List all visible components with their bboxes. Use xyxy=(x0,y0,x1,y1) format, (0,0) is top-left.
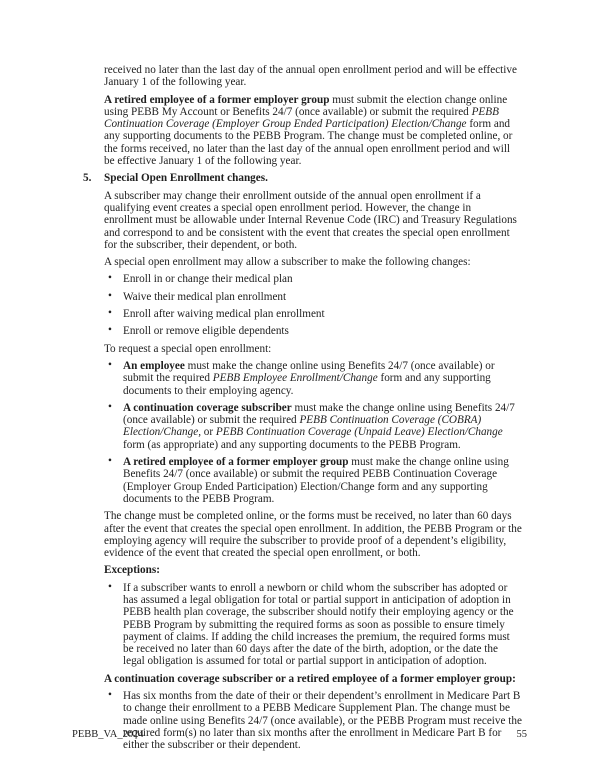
request-items-list xyxy=(104,360,522,505)
deadline-paragraph: The change must be completed online, or the forms must be received, no later than 60 days after the event that creates the special open enrollment. In addition, the PEBB Program or the employing agency will require the subscriber to provide proof of a dependent’s eligibility, evidence of the event that created the special open enrollment, or both. xyxy=(104,510,522,560)
cc-group-item: • Has six months from the date of their or their dependent’s enrollment in Medicare Part B to change their enrollment to a PEBB Medicare Supplement Plan. The change must be made online using Benefits 24/7 (once available), or the PEBB Program must receive the required form(s) no later than six months after the enrollment in Medicare Part B for either the subscriber or their dependent. xyxy=(104,690,522,751)
subscriber-change-paragraph: A subscriber may change their enrollment outside of the annual open enrollment if a qualifying event creates a special open enrollment period. However, the change in enrollment must be allowable under Internal Revenue Code (IRC) and Treasury Regulations and correspond to and be consistent with the event that creates the special open enrollment for the subscriber, their dependent, or both. xyxy=(104,189,517,251)
retired-employee-text-2: form and any supporting documents to the PEBB Program. The change must be completed online, or the forms received, no later than the last day of the annual open enrollment period and will be effective January 1 of the following year. xyxy=(104,118,513,168)
retired-employee-paragraph xyxy=(104,94,522,168)
employee-text-2: form and any supporting documents to their employing agency. xyxy=(123,372,491,397)
changes-intro-paragraph: A special open enrollment may allow a subscriber to make the following changes: xyxy=(104,256,471,269)
section-5-heading xyxy=(83,172,522,185)
request-intro-paragraph: To request a special open enrollment: xyxy=(104,342,272,355)
change-option-item: • Enroll in or change their medical plan xyxy=(104,273,522,285)
continuation-text-2: or xyxy=(201,426,216,439)
exception-item: • If a subscriber wants to enroll a newborn or child whom the subscriber has adopted or has assumed a legal obligation for total or partial support in anticipation of adoption in PEBB health plan coverage, the subscriber should notify their employing agency or the PEBB Program by submitting the required forms as soon as possible to ensure timely payment of claims. If adding the child increases the premium, the required forms must be received no later than 60 days after the date of the birth, adoption, or the date the legal obligation is assumed for total or partial support in anticipation of adoption. xyxy=(104,582,522,668)
footer-doc-id: PEBB_VA_2024 xyxy=(72,729,144,740)
page-body xyxy=(83,64,522,757)
cc-group-heading: A continuation coverage subscriber or a retired employee of a former employer group: xyxy=(104,672,516,685)
retired-employee-lead: A retired employee of a former employer group xyxy=(104,93,330,106)
retired-lead: A retired employee of a former employer group xyxy=(123,456,349,469)
retired-text-1: must make the change online using Benefits 24/7 (once available) or submit the required PEBB Continuation Coverage (Employer Group Ended Participation) Election/Change form and any supporting documents to the PEBB Program. xyxy=(123,456,509,505)
continuation-text-3: form (as appropriate) and any supporting documents to the PEBB Program. xyxy=(123,438,461,451)
continuation-form-name-cobra: PEBB Continuation Coverage (COBRA) Election/Change, xyxy=(123,414,482,439)
retired-employee-form-name: PEBB Continuation Coverage (Employer Group Ended Participation) Election/Change xyxy=(104,105,499,131)
change-option-item: • Enroll or remove eligible dependents xyxy=(104,325,522,337)
section-number: 5. xyxy=(83,172,92,185)
continuation-text-1: must make the change online using Benefits 24/7 (once available) or submit the required xyxy=(123,401,515,427)
exceptions-list xyxy=(104,582,522,668)
request-item-retired xyxy=(104,456,522,505)
continuation-form-name-unpaid-leave: PEBB Continuation Coverage (Unpaid Leave) Election/Change xyxy=(215,426,503,439)
change-option-item: • Waive their medical plan enrollment xyxy=(104,291,522,303)
request-item-employee xyxy=(104,360,522,397)
cc-group-list xyxy=(104,690,522,751)
employee-form-name: PEBB Employee Enrollment/Change xyxy=(212,372,378,385)
page-footer xyxy=(72,729,527,740)
employee-lead: An employee xyxy=(123,359,185,372)
request-item-continuation xyxy=(104,402,522,451)
employee-text-1: must make the change online using Benefits 24/7 (once available) or submit the required xyxy=(123,359,495,385)
footer-page-number: 55 xyxy=(516,729,527,740)
change-options-list xyxy=(104,273,522,337)
retired-employee-text-1: must submit the election change online using PEBB My Account or Benefits 24/7 (once available) or submit the required xyxy=(104,93,508,118)
continuation-lead: A continuation coverage subscriber xyxy=(123,401,292,414)
change-option-item: • Enroll after waiving medical plan enrollment xyxy=(104,308,522,320)
intro-paragraph: received no later than the last day of the annual open enrollment period and will be effective January 1 of the following year. xyxy=(104,64,517,89)
exceptions-label: Exceptions: xyxy=(104,564,160,577)
section-title: Special Open Enrollment changes. xyxy=(104,172,268,185)
